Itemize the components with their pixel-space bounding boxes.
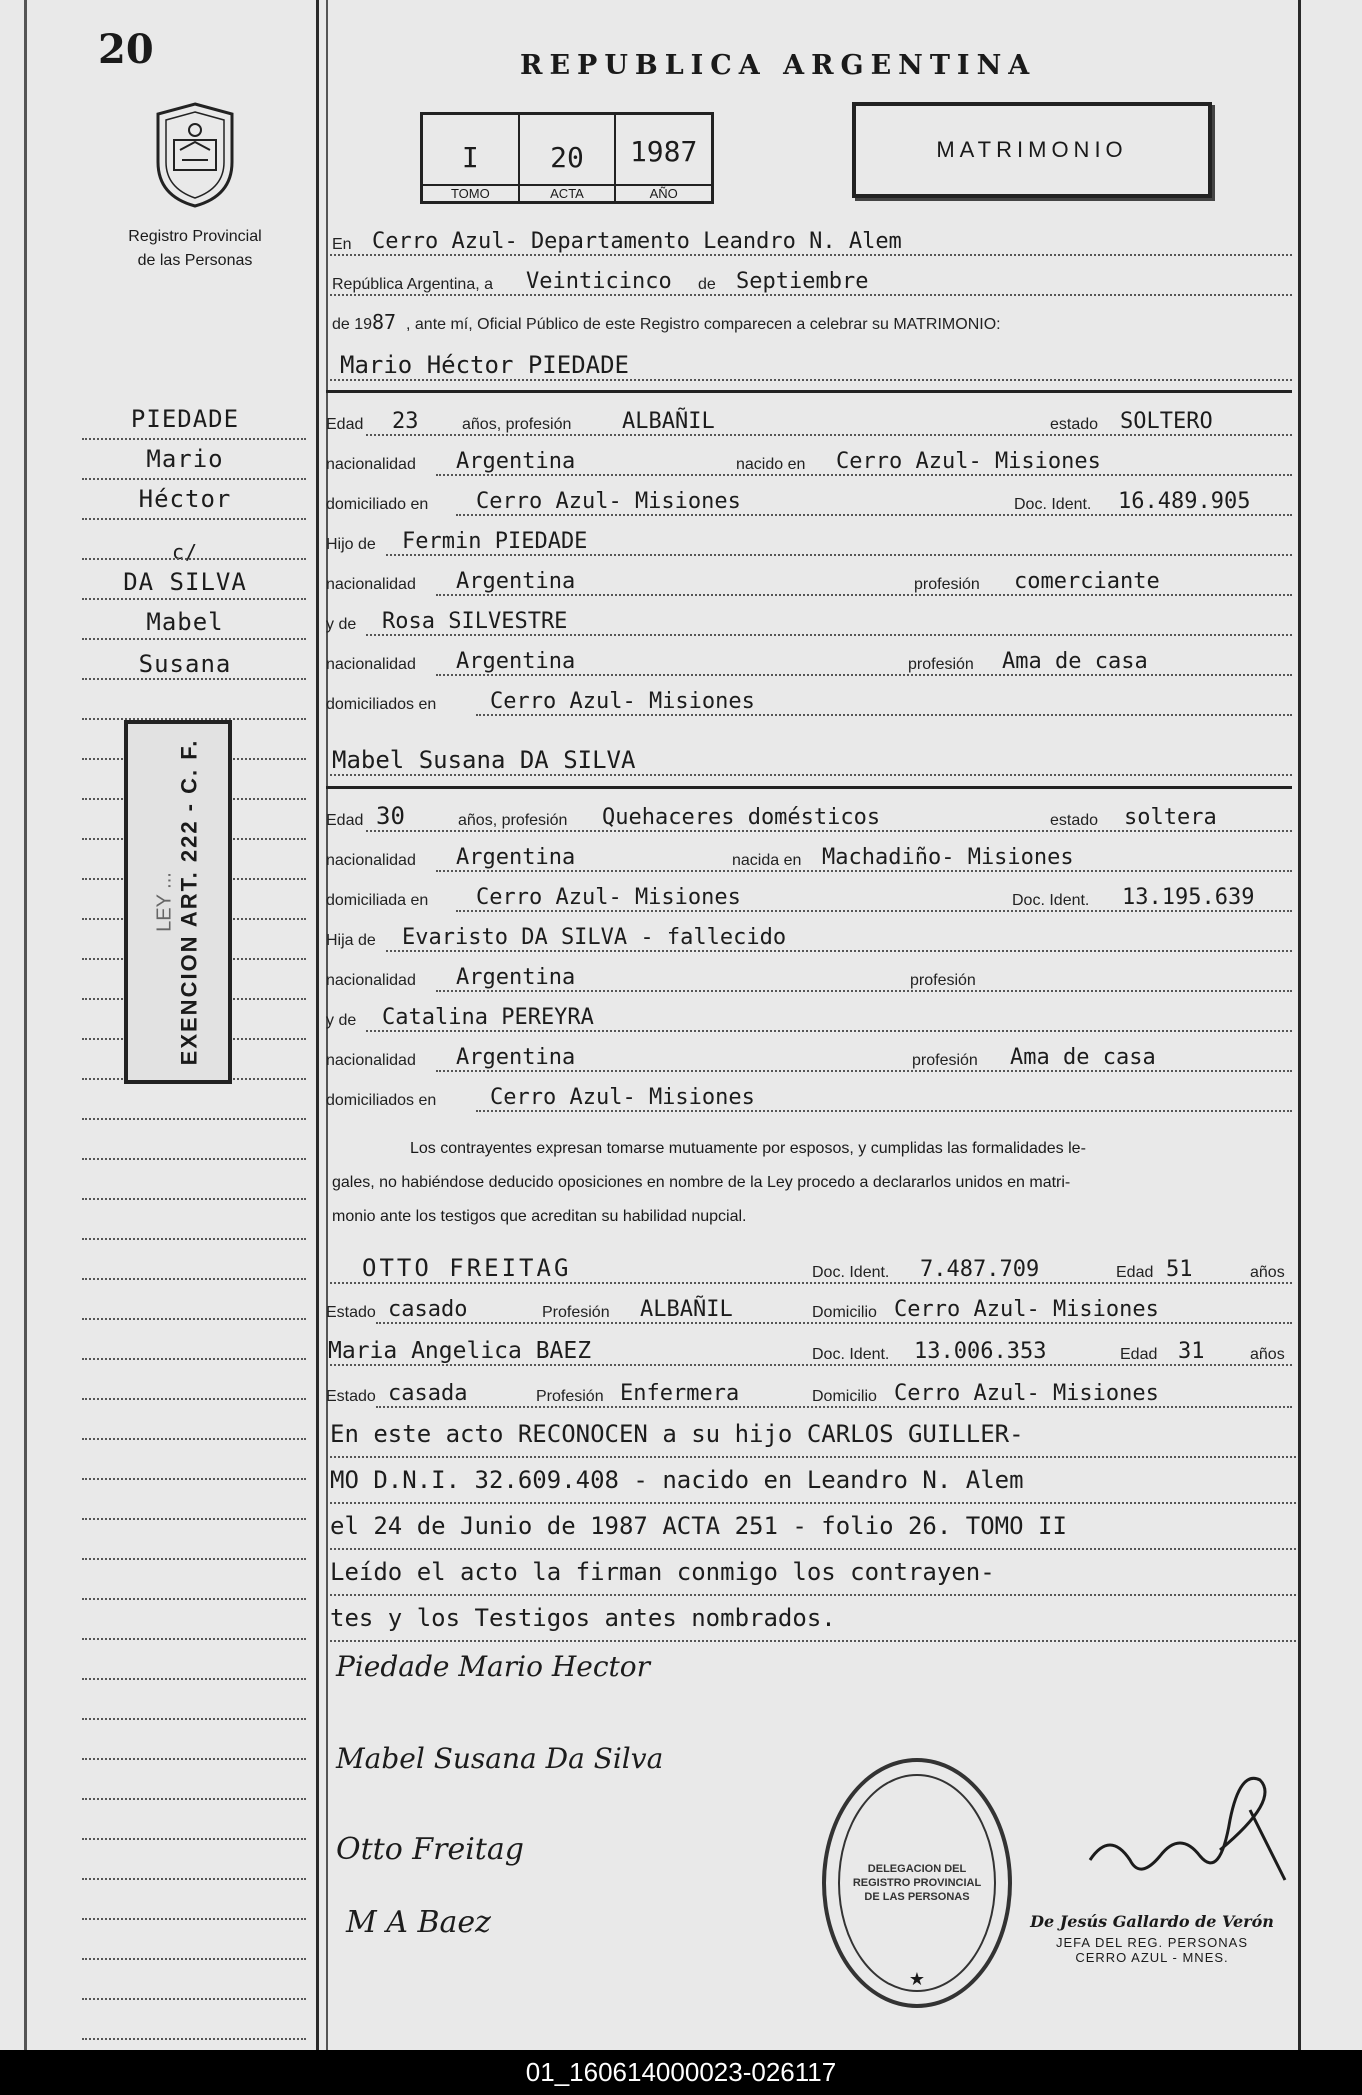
witness1-dom-label: Domicilio [812,1304,877,1321]
bride-mother-profession: Ama de casa [1010,1045,1156,1070]
country-title: REPUBLICA ARGENTINA [520,50,1037,81]
groom-father-nac-label: nacionalidad [326,576,416,593]
bride-mother-nac-label: nacionalidad [326,1052,416,1069]
margin-rule [82,438,306,440]
groom-doc-label: Doc. Ident. [1014,496,1092,513]
margin-rule [82,1198,306,1200]
bride-birthplace: Machadiño- Misiones [822,845,1074,870]
annotation-line-4: Leído el acto la firman conmigo los contrayen- [330,1550,1296,1596]
annotation-line-3: el 24 de Junio de 1987 ACTA 251 - folio 26. TOMO II [330,1504,1296,1550]
registry-seal-icon [150,100,240,210]
act-type-label: MATRIMONIO [936,137,1128,162]
witness2-edad-label: Edad [1120,1346,1158,1363]
bride-marital-status: soltera [1124,805,1217,830]
declaration-text [332,1132,1292,1234]
groom-father-prof-label: profesión [914,576,980,593]
groom-dom-label: domiciliado en [326,496,429,513]
record-box [420,112,714,204]
margin-surname-groom: PIEDADE [130,405,240,433]
margin-rule [82,1238,306,1240]
groom-marital-status: SOLTERO [1120,409,1213,434]
margin-rule [82,638,306,640]
bride-estado-label: estado [1050,812,1099,829]
witness2-doc: 13.006.353 [914,1339,1047,1364]
bride-parents-dom-label: domiciliados en [326,1092,437,1109]
witness2-marital-status: casada [388,1381,468,1406]
groom-nationality: Argentina [456,449,576,474]
margin-rule [82,598,306,600]
en-label: En [332,236,352,253]
declaration-line-1: Los contrayentes expresan tomarse mutuamente por esposos, y cumplidas las formalidades le- [410,1140,1086,1157]
bride-father-prof-label: profesión [910,972,976,989]
bride-name: Mabel Susana DA SILVA [332,746,636,774]
witness1-estado-label: Estado [326,1304,376,1321]
groom-edad-label: Edad [326,416,364,433]
right-border [1298,0,1301,2050]
margin-rule [82,478,306,480]
groom-doc-number: 16.489.905 [1118,489,1251,514]
margin-name-bride-1: Mabel [146,608,224,636]
groom-divider [326,390,1292,393]
bride-edad-label: Edad [326,812,364,829]
bride-dom-label: domiciliada en [326,892,429,909]
groom-father-nationality: Argentina [456,569,576,594]
margin-surname-bride: DA SILVA [123,568,247,596]
margin-rule [82,1718,306,1720]
witness1-age: 51 [1166,1257,1193,1282]
signature-bride: Mabel Susana Da Silva [336,1742,664,1775]
republica-label: República Argentina, a [332,276,493,293]
footer-id: 01_160614000023-026117 [0,2050,1362,2095]
signature-groom: Piedade Mario Hector [336,1650,651,1683]
margin-rule [82,1478,306,1480]
witness2-profession: Enfermera [620,1381,740,1406]
margin-name-groom-1: Mario [146,445,224,473]
de-label: de [698,276,716,293]
margin-rule [82,558,306,560]
margin-rule [82,1838,306,1840]
official-signature-icon [1080,1760,1290,1890]
bride-mother-prof-label: profesión [912,1052,978,1069]
witness1-doc-label: Doc. Ident. [812,1264,890,1281]
bride-nationality: Argentina [456,845,576,870]
groom-mother-nac-label: nacionalidad [326,656,416,673]
stamp-line2: EXENCION ART. 222 - C. F. [176,738,202,1066]
margin-rule [82,1118,306,1120]
margin-rule [82,1398,306,1400]
margin-rule [82,1918,306,1920]
margin-rule [82,1798,306,1800]
margin-rule [82,1318,306,1320]
stamp-line1: LEY ... [153,872,176,932]
registry-name-line2: de las Personas [137,252,253,269]
margin-rule [82,1678,306,1680]
margin-rule [82,1518,306,1520]
bride-father-nationality: Argentina [456,965,576,990]
bride-nac-label: nacionalidad [326,852,416,869]
margin-rule [82,678,306,680]
groom-estado-label: estado [1050,416,1099,433]
groom-y-de-label: y de [326,616,357,633]
margin-name-groom-2: Héctor [138,485,232,513]
ano-value: 1987 [629,135,698,168]
groom-mother-nationality: Argentina [456,649,576,674]
margin-rule [82,1358,306,1360]
groom-nacido-label: nacido en [736,456,806,473]
groom-domicile: Cerro Azul- Misiones [476,489,741,514]
groom-birthplace: Cerro Azul- Misiones [836,449,1101,474]
witness2-prof-label: Profesión [536,1388,604,1405]
witness2-age: 31 [1178,1339,1205,1364]
annotation [330,1412,1296,1642]
groom-parents-dom-label: domiciliados en [326,696,437,713]
declaration-line-3: monio ante los testigos que acreditan su habilidad nupcial. [332,1208,747,1225]
margin-rule [82,2038,306,2040]
bride-nacida-label: nacida en [732,852,802,869]
official-seal [822,1758,1012,2008]
ano-label: AÑO [616,184,711,201]
witness2-name: Maria Angelica BAEZ [328,1338,592,1364]
groom-profession: ALBAÑIL [622,409,715,434]
margin-rule [82,1598,306,1600]
declaration-line-2: gales, no habiéndose deducido oposiciones en nombre de la Ley procedo a declararlos unidos en matri- [332,1174,1071,1191]
annotation-line-5: tes y los Testigos antes nombrados. [330,1596,1296,1642]
intro-statement: , ante mí, Oficial Público de este Registro comparecen a celebrar su MATRIMONIO: [406,316,1001,333]
signature-witness1: Otto Freitag [336,1832,524,1867]
seal-text: DELEGACION DEL REGISTRO PROVINCIAL DE LAS PERSONAS [852,1863,982,1903]
seal-star-icon: ★ [908,1969,926,1989]
tomo-label: TOMO [423,184,518,201]
groom-hijo-label: Hijo de [326,536,376,553]
witness1-prof-label: Profesión [542,1304,610,1321]
groom-father: Fermin PIEDADE [402,529,588,554]
year-value: 87 [372,310,397,334]
margin-rule [82,1558,306,1560]
bride-y-de-label: y de [326,1012,357,1029]
witness2-anos-label: años [1250,1346,1285,1363]
annotation-line-2: MO D.N.I. 32.609.408 - nacido en Leandro N. Alem [330,1458,1296,1504]
witness1-doc: 7.487.709 [920,1257,1040,1282]
official-place: CERRO AZUL - MNES. [1075,1950,1229,1965]
bride-doc-label: Doc. Ident. [1012,892,1090,909]
groom-name: Mario Héctor PIEDADE [340,351,629,379]
bride-divider [326,786,1292,789]
official-name: De Jesús Gallardo de Verón [1030,1912,1274,1931]
margin-rule [82,1158,306,1160]
bride-profession: Quehaceres domésticos [602,805,881,830]
groom-father-profession: comerciante [1014,569,1160,594]
place-value: Cerro Azul- Departamento Leandro N. Alem [372,229,902,254]
witness1-domicile: Cerro Azul- Misiones [894,1297,1159,1322]
margin-connector: c/ [171,540,199,564]
page-number: 20 [98,26,154,73]
groom-mother-prof-label: profesión [908,656,974,673]
signature-witness2: M A Baez [346,1905,491,1940]
month-value: Septiembre [736,269,869,294]
witness2-doc-label: Doc. Ident. [812,1346,890,1363]
acta-label: ACTA [520,184,615,201]
witness1-profession: ALBAÑIL [640,1297,733,1322]
margin-divider [316,0,319,2050]
bride-parents-domicile: Cerro Azul- Misiones [490,1085,755,1110]
margin-rule [82,1438,306,1440]
bride-hija-label: Hija de [326,932,376,949]
margin-rule [82,1638,306,1640]
margin-rule [82,518,306,520]
groom-mother: Rosa SILVESTRE [382,609,568,634]
official-title: JEFA DEL REG. PERSONAS [1055,1935,1248,1950]
bride-father: Evaristo DA SILVA - fallecido [402,925,787,950]
bride-father-nac-label: nacionalidad [326,972,416,989]
groom-parents-domicile: Cerro Azul- Misiones [490,689,755,714]
margin-rule [82,1278,306,1280]
margin-name-bride-2: Susana [138,650,232,678]
tax-exemption-stamp [124,720,232,1084]
margin-rule [82,1998,306,2000]
groom-profesion-label: años, profesión [462,416,572,433]
tomo-value: I [461,141,479,174]
witness1-marital-status: casado [388,1297,468,1322]
annotation-line-1: En este acto RECONOCEN a su hijo CARLOS GUILLER- [330,1412,1296,1458]
groom-mother-profession: Ama de casa [1002,649,1148,674]
witness2-domicile: Cerro Azul- Misiones [894,1381,1159,1406]
bride-domicile: Cerro Azul- Misiones [476,885,741,910]
groom-nac-label: nacionalidad [326,456,416,473]
groom-age: 23 [392,409,419,434]
bride-mother-nationality: Argentina [456,1045,576,1070]
bride-doc-number: 13.195.639 [1122,885,1255,910]
left-border [24,0,27,2050]
bride-age: 30 [376,802,405,830]
acta-value: 20 [550,141,584,174]
bride-mother: Catalina PEREYRA [382,1005,594,1030]
registry-name-line1: Registro Provincial [128,228,262,245]
bride-profesion-label: años, profesión [458,812,568,829]
official-block [1004,1912,1300,1965]
margin-rule [82,1758,306,1760]
witness1-edad-label: Edad [1116,1264,1154,1281]
witness1-name: OTTO FREITAG [362,1254,572,1282]
witness2-estado-label: Estado [326,1388,376,1405]
year-prefix: de 19 [332,316,373,333]
margin-rule [82,1878,306,1880]
day-value: Veinticinco [526,269,672,294]
witness1-anos-label: años [1250,1264,1285,1281]
witness2-dom-label: Domicilio [812,1388,877,1405]
margin-rule [82,1958,306,1960]
act-type-box [852,102,1212,198]
